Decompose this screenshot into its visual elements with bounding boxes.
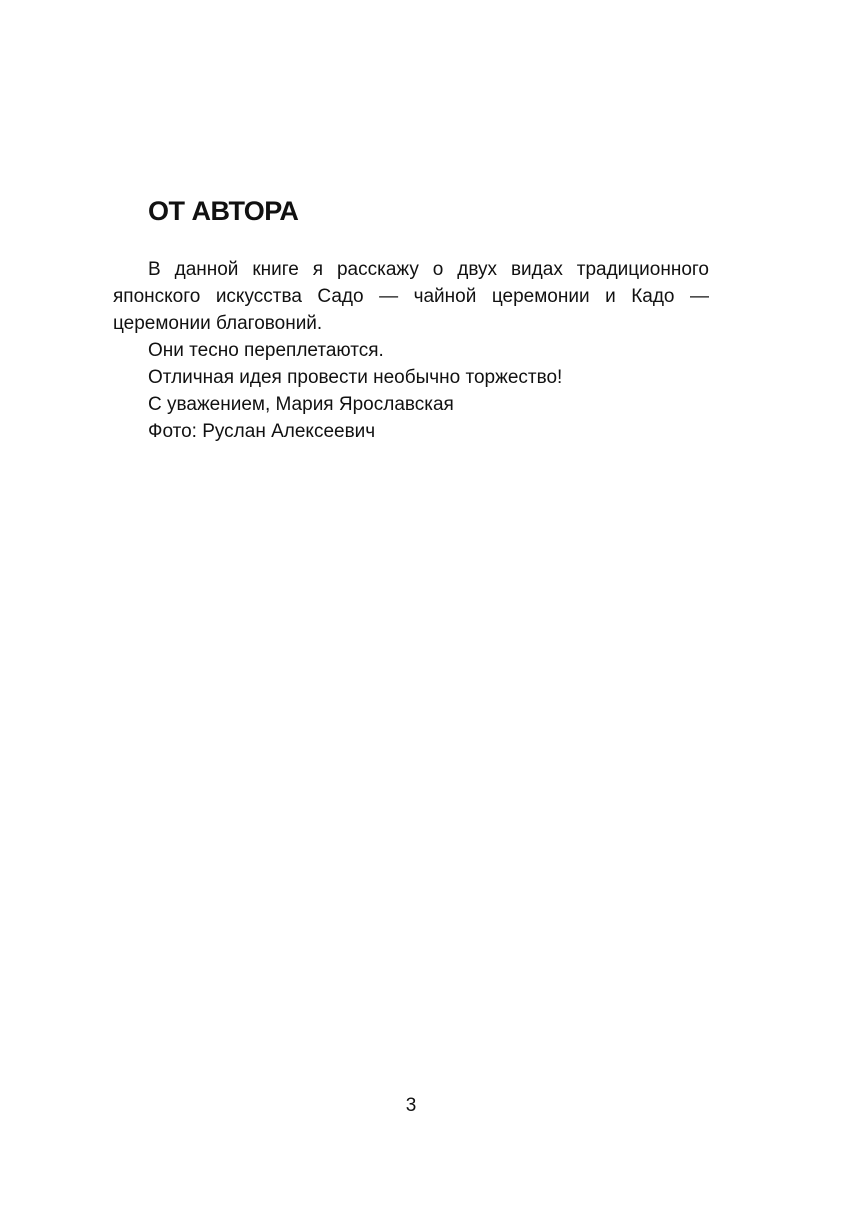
intro-paragraph: В данной книге я расскажу о двух видах традиционного японского искусства Садо — чайной церемонии и Кадо — церемонии благовоний. [113,259,709,334]
paragraph-idea: Отличная идея провести необычно торжество! [148,367,563,388]
paragraph-intertwined: Они тесно переплетаются. [148,340,384,361]
author-signature: С уважением, Мария Ярославская [148,394,454,415]
photo-credit: Фото: Руслан Алексеевич [148,421,376,442]
body-text [113,256,709,445]
section-heading: ОТ АВТОРА [148,196,299,226]
page-number: 3 [405,1095,417,1116]
